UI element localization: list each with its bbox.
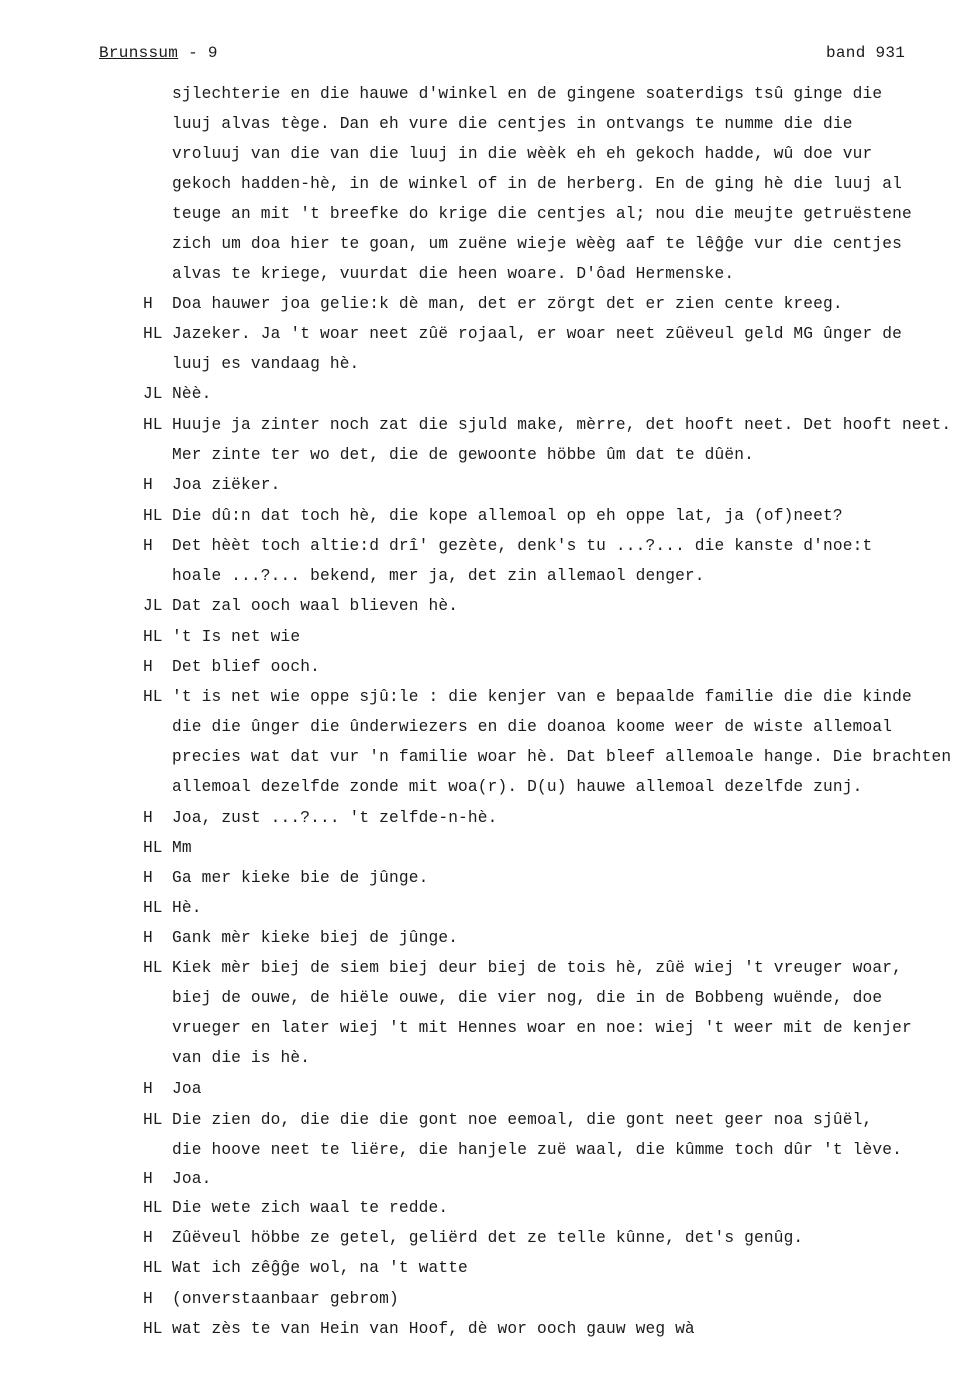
line-text: die die ûnger die ûnderwiezers en die doanoa koome weer de wiste allemoal <box>172 718 893 736</box>
line-text: luuj es vandaag hè. <box>172 355 360 373</box>
line-text: Huuje ja zinter noch zat die sjuld make, mèrre, det hooft neet. Det hooft neet. <box>172 416 952 434</box>
line-text: Mm <box>172 839 192 857</box>
line-text: Die dû:n dat toch hè, die kope allemoal op eh oppe lat, ja (of)neet? <box>172 507 843 525</box>
line-text: biej de ouwe, de hiële ouwe, die vier nog, die in de Bobbeng wuënde, doe <box>172 989 883 1007</box>
speaker-label: H <box>143 929 153 947</box>
line-text: gekoch hadden-hè, in de winkel of in de herberg. En de ging hè die luuj al <box>172 175 902 193</box>
speaker-label: H <box>143 537 153 555</box>
line-text: Joa <box>172 1080 202 1098</box>
speaker-label: HL <box>143 628 163 646</box>
line-text: zich um doa hier te goan, um zuëne wieje wèèg aaf te lêĝĝe vur die centjes <box>172 235 902 253</box>
line-text: (onverstaanbaar gebrom) <box>172 1290 399 1308</box>
speaker-label: H <box>143 1290 153 1308</box>
speaker-label: HL <box>143 1259 163 1277</box>
line-text: vrueger en later wiej 't mit Hennes woar en noe: wiej 't weer mit de kenjer <box>172 1019 912 1037</box>
speaker-label: HL <box>143 1199 163 1217</box>
speaker-label: HL <box>143 959 163 977</box>
line-text: vroluuj van die van die luuj in die wèèk eh eh gekoch hadde, wû doe vur <box>172 145 873 163</box>
line-text: Wat ich zêĝĝe wol, na 't watte <box>172 1259 468 1277</box>
line-text: Det hèèt toch altie:d drî' gezète, denk's tu ...?... die kanste d'noe:t <box>172 537 873 555</box>
band-number: band 931 <box>826 44 906 62</box>
line-text: Die wete zich waal te redde. <box>172 1199 449 1217</box>
speaker-label: HL <box>143 1320 163 1338</box>
speaker-label: HL <box>143 507 163 525</box>
line-text: 't Is net wie <box>172 628 301 646</box>
line-text: Joa ziëker. <box>172 476 281 494</box>
line-text: Dat zal ooch waal blieven hè. <box>172 597 459 615</box>
line-text: Doa hauwer joa gelie:k dè man, det er zörgt det er zien cente kreeg. <box>172 295 843 313</box>
line-text: Joa. <box>172 1170 212 1188</box>
speaker-label: H <box>143 295 153 313</box>
speaker-label: H <box>143 476 153 494</box>
line-text: Det blief ooch. <box>172 658 320 676</box>
speaker-label: HL <box>143 325 163 343</box>
line-text: 't is net wie oppe sjû:le : die kenjer van e bepaalde familie die die kinde <box>172 688 912 706</box>
page-number: - 9 <box>178 44 218 62</box>
speaker-label: H <box>143 658 153 676</box>
speaker-label: JL <box>143 597 163 615</box>
speaker-label: HL <box>143 839 163 857</box>
line-text: Nèè. <box>172 385 212 403</box>
place-name: Brunssum <box>99 44 179 62</box>
line-text: Gank mèr kieke biej de jûnge. <box>172 929 459 947</box>
line-text: teuge an mit 't breefke do krige die centjes al; nou die meujte getruëstene <box>172 205 912 223</box>
line-text: allemoal dezelfde zonde mit woa(r). D(u) hauwe allemoal dezelfde zunj. <box>172 778 863 796</box>
speaker-label: H <box>143 869 153 887</box>
line-text: hoale ...?... bekend, mer ja, det zin allemaol denger. <box>172 567 705 585</box>
line-text: Mer zinte ter wo det, die de gewoonte höbbe ûm dat te dûën. <box>172 446 754 464</box>
line-text: Jazeker. Ja 't woar neet zûë rojaal, er woar neet zûëveul geld MG ûnger de <box>172 325 902 343</box>
line-text: sjlechterie en die hauwe d'winkel en de gingene soaterdigs tsû ginge die <box>172 85 883 103</box>
speaker-label: JL <box>143 385 163 403</box>
line-text: wat zès te van Hein van Hoof, dè wor ooch gauw weg wà <box>172 1320 695 1338</box>
line-text: Die zien do, die die die gont noe eemoal, die gont neet geer noa sjûël, <box>172 1111 873 1129</box>
page-header-left <box>99 44 218 62</box>
line-text: precies wat dat vur 'n familie woar hè. Dat bleef allemoale hange. Die brachten <box>172 748 952 766</box>
line-text: Kiek mèr biej de siem biej deur biej de tois hè, zûë wiej 't vreuger woar, <box>172 959 902 977</box>
line-text: die hoove neet te liëre, die hanjele zuë waal, die kûmme toch dûr 't lève. <box>172 1141 902 1159</box>
line-text: alvas te kriege, vuurdat die heen woare. D'ôad Hermenske. <box>172 265 735 283</box>
line-text: luuj alvas tège. Dan eh vure die centjes in ontvangs te numme die die <box>172 115 853 133</box>
speaker-label: H <box>143 1170 153 1188</box>
speaker-label: H <box>143 1080 153 1098</box>
speaker-label: HL <box>143 416 163 434</box>
speaker-label: HL <box>143 1111 163 1129</box>
speaker-label: H <box>143 809 153 827</box>
line-text: Zûëveul höbbe ze getel, geliërd det ze telle kûnne, det's genûg. <box>172 1229 804 1247</box>
line-text: Joa, zust ...?... 't zelfde-n-hè. <box>172 809 498 827</box>
line-text: Ga mer kieke bie de jûnge. <box>172 869 429 887</box>
line-text: Hè. <box>172 899 202 917</box>
speaker-label: H <box>143 1229 153 1247</box>
line-text: van die is hè. <box>172 1049 311 1067</box>
speaker-label: HL <box>143 688 163 706</box>
speaker-label: HL <box>143 899 163 917</box>
